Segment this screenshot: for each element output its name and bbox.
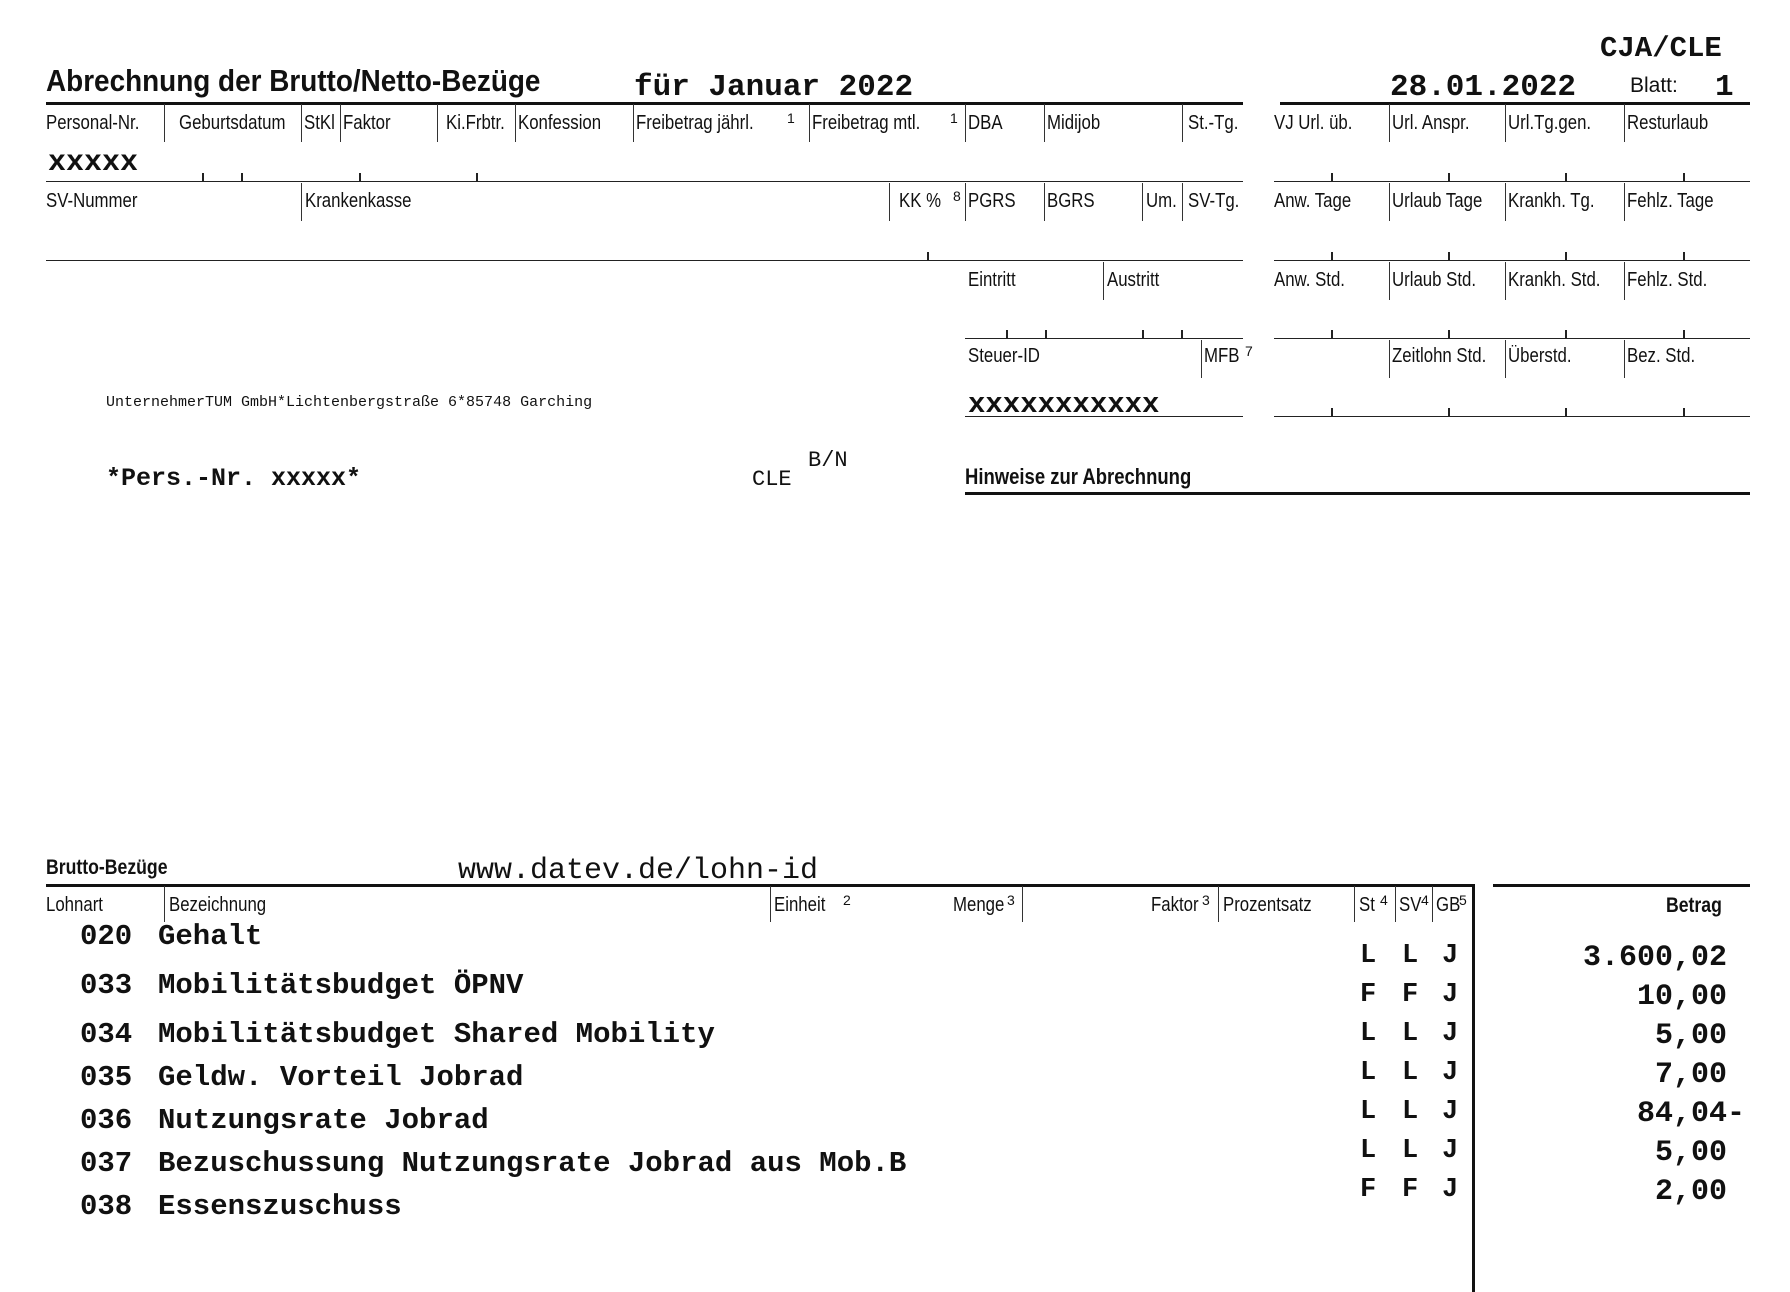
sep <box>965 104 966 142</box>
personal-nr-value: xxxxx <box>48 146 139 180</box>
lohnart-name: Geldw. Vorteil Jobrad <box>158 1061 524 1094</box>
bn-mark: B/N <box>808 448 848 473</box>
lohnart-name: Gehalt <box>158 920 263 953</box>
flag-gb: J <box>1442 980 1459 1010</box>
tick <box>1331 173 1333 181</box>
hinweise-title: Hinweise zur Abrechnung <box>965 464 1192 489</box>
pers-nr-line: *Pers.-Nr. xxxxx* <box>106 464 362 493</box>
tick <box>241 173 243 181</box>
sep <box>1103 262 1104 300</box>
attendance-rule <box>1274 260 1750 261</box>
sheet-number: 1 <box>1715 70 1734 105</box>
sep <box>770 886 771 922</box>
flag-st: F <box>1360 1175 1377 1205</box>
col-faktor: Faktor <box>1151 894 1199 916</box>
col-sv: SV <box>1399 894 1422 916</box>
sep <box>1505 262 1506 300</box>
sep <box>1395 886 1396 922</box>
tick <box>1448 252 1450 260</box>
sep <box>809 104 810 142</box>
lohnart-name: Bezuschussung Nutzungsrate Jobrad aus Mob.B <box>158 1147 907 1180</box>
tick <box>202 173 204 181</box>
betrag-value: 5,00 <box>1654 1136 1727 1170</box>
flag-st: L <box>1360 941 1377 971</box>
sep <box>437 104 438 142</box>
label-freibetrag-mtl: Freibetrag mtl. <box>812 112 921 134</box>
lohnart-code: 037 <box>80 1147 133 1180</box>
sep <box>301 104 302 142</box>
label-mfb: MFB <box>1204 345 1240 367</box>
flag-st: L <box>1360 1136 1377 1166</box>
period: für Januar 2022 <box>634 70 914 105</box>
brutto-rule-right <box>1493 884 1750 887</box>
row2-rule <box>46 260 1243 261</box>
flag-sv: L <box>1402 941 1419 971</box>
lohnart-code: 038 <box>80 1190 133 1223</box>
tick <box>1565 408 1567 416</box>
sep <box>1389 262 1390 300</box>
lohnart-code: 036 <box>80 1104 133 1137</box>
sep <box>1505 340 1506 378</box>
label-freibetrag-jahr: Freibetrag jährl. <box>636 112 754 134</box>
brutto-title: Brutto-Bezüge <box>46 856 168 879</box>
note-faktor: 3 <box>1202 892 1210 908</box>
tick <box>1565 252 1567 260</box>
col-einheit: Einheit <box>774 894 826 916</box>
sep <box>1044 183 1045 221</box>
sep <box>1624 340 1625 378</box>
attendance-label: Fehlz. Tage <box>1627 190 1714 212</box>
attendance-label: Bez. Std. <box>1627 345 1696 367</box>
label-um: Um. <box>1146 190 1177 212</box>
betrag-column-divider <box>1472 884 1475 1292</box>
sep <box>340 104 341 142</box>
tick <box>1683 330 1685 338</box>
sep <box>1142 183 1143 221</box>
attendance-rule <box>1274 338 1750 339</box>
flag-gb: J <box>1442 1058 1459 1088</box>
sep <box>1624 104 1625 142</box>
sep <box>301 183 302 221</box>
sep <box>1389 340 1390 378</box>
betrag-value: 84,04- <box>1636 1097 1745 1131</box>
label-sv-tg: SV-Tg. <box>1188 190 1240 212</box>
row3-rule <box>965 338 1243 339</box>
col-lohnart: Lohnart <box>46 894 103 916</box>
flag-sv: L <box>1402 1097 1419 1127</box>
sep <box>633 104 634 142</box>
label-kifrbtr: Ki.Frbtr. <box>446 112 505 134</box>
row4-rule <box>965 416 1243 417</box>
sep <box>1389 183 1390 221</box>
attendance-label: VJ Url. üb. <box>1274 112 1353 134</box>
sep <box>1182 104 1183 142</box>
betrag-value: 5,00 <box>1654 1019 1727 1053</box>
tick <box>476 173 478 181</box>
label-st-tg: St.-Tg. <box>1188 112 1239 134</box>
col-gb: GB <box>1436 894 1461 916</box>
col-bezeichnung: Bezeichnung <box>169 894 267 916</box>
sheet-label: Blatt: <box>1630 74 1678 97</box>
label-austritt: Austritt <box>1107 269 1160 291</box>
sep <box>1354 886 1355 922</box>
label-dba: DBA <box>968 112 1003 134</box>
note-freibetrag-jahr: 1 <box>787 110 795 126</box>
note-freibetrag-mtl: 1 <box>950 110 958 126</box>
steuer-id-value: xxxxxxxxxxx <box>968 388 1160 421</box>
lohnart-code: 033 <box>80 969 133 1002</box>
lohnart-name: Mobilitätsbudget ÖPNV <box>158 969 524 1002</box>
attendance-label: Fehlz. Std. <box>1627 269 1708 291</box>
attendance-label: Url. Anspr. <box>1392 112 1470 134</box>
flag-gb: J <box>1442 941 1459 971</box>
sep <box>965 183 966 221</box>
note-menge: 3 <box>1007 892 1015 908</box>
label-eintritt: Eintritt <box>968 269 1016 291</box>
note-einheit: 2 <box>843 892 851 908</box>
attendance-rule <box>1274 416 1750 417</box>
attendance-label: Anw. Std. <box>1274 269 1345 291</box>
betrag-value: 3.600,02 <box>1582 941 1727 975</box>
attendance-label: Krankh. Tg. <box>1508 190 1595 212</box>
sep <box>1432 886 1433 922</box>
attendance-label: Urlaub Tage <box>1392 190 1483 212</box>
attendance-label: Anw. Tage <box>1274 190 1352 212</box>
datev-url: www.datev.de/lohn-id <box>458 854 819 888</box>
sep <box>1389 104 1390 142</box>
flag-sv: L <box>1402 1136 1419 1166</box>
cle-mark: CLE <box>752 467 792 492</box>
attendance-label: Url.Tg.gen. <box>1508 112 1592 134</box>
sep <box>164 886 165 922</box>
header-rule-left <box>46 102 1243 105</box>
sender-line: UnternehmerTUM GmbH*Lichtenbergstraße 6*85748 Garching <box>106 394 593 411</box>
tick <box>1683 173 1685 181</box>
sep <box>1624 262 1625 300</box>
sep <box>164 104 165 142</box>
sep <box>1505 183 1506 221</box>
sep <box>1218 886 1219 922</box>
label-midijob: Midijob <box>1047 112 1101 134</box>
lohnart-code: 034 <box>80 1018 133 1051</box>
betrag-value: 10,00 <box>1636 980 1727 1014</box>
col-st: St <box>1359 894 1375 916</box>
label-pgrs: PGRS <box>968 190 1016 212</box>
sep <box>1044 104 1045 142</box>
lohnart-name: Mobilitätsbudget Shared Mobility <box>158 1018 715 1051</box>
label-geburtsdatum: Geburtsdatum <box>179 112 286 134</box>
hinweise-rule <box>965 492 1750 495</box>
statement-date: 28.01.2022 <box>1390 70 1577 105</box>
header-rule-right <box>1280 102 1750 105</box>
note-st: 4 <box>1380 892 1388 908</box>
label-sv-nummer: SV-Nummer <box>46 190 138 212</box>
tick <box>1045 330 1047 338</box>
label-kk-pct: KK % <box>899 190 942 212</box>
tick <box>359 173 361 181</box>
tick <box>1565 173 1567 181</box>
sep <box>1182 183 1183 221</box>
flag-st: L <box>1360 1097 1377 1127</box>
col-menge: Menge <box>953 894 1005 916</box>
flag-gb: J <box>1442 1175 1459 1205</box>
tick <box>1565 330 1567 338</box>
note-sv: 4 <box>1421 892 1429 908</box>
tick <box>1448 330 1450 338</box>
betrag-value: 2,00 <box>1654 1175 1727 1209</box>
betrag-value: 7,00 <box>1654 1058 1727 1092</box>
tick <box>927 252 929 260</box>
sep <box>1022 886 1023 922</box>
col-betrag: Betrag <box>1666 894 1722 917</box>
flag-gb: J <box>1442 1136 1459 1166</box>
attendance-label: Überstd. <box>1508 345 1572 367</box>
attendance-label: Zeitlohn Std. <box>1392 345 1487 367</box>
tick <box>1181 330 1183 338</box>
label-personal-nr: Personal-Nr. <box>46 112 140 134</box>
tick <box>1683 252 1685 260</box>
tick <box>1006 330 1008 338</box>
flag-sv: L <box>1402 1019 1419 1049</box>
row1-rule <box>46 181 1243 182</box>
lohnart-code: 020 <box>80 920 133 953</box>
client-code: CJA/CLE <box>1600 32 1722 65</box>
tick <box>1683 408 1685 416</box>
attendance-rule <box>1274 181 1750 182</box>
flag-st: F <box>1360 980 1377 1010</box>
tick <box>1331 408 1333 416</box>
lohnart-name: Nutzungsrate Jobrad <box>158 1104 489 1137</box>
attendance-label: Urlaub Std. <box>1392 269 1477 291</box>
sep <box>1505 104 1506 142</box>
document-title: Abrechnung der Brutto/Netto-Bezüge <box>46 63 541 98</box>
lohnart-name: Essenszuschuss <box>158 1190 402 1223</box>
attendance-label: Krankh. Std. <box>1508 269 1601 291</box>
tick <box>1448 173 1450 181</box>
attendance-label: Resturlaub <box>1627 112 1709 134</box>
label-steuer-id: Steuer-ID <box>968 345 1040 367</box>
flag-sv: F <box>1402 980 1419 1010</box>
flag-gb: J <box>1442 1019 1459 1049</box>
note-gb: 5 <box>1459 892 1467 908</box>
brutto-rule-left <box>46 884 1474 887</box>
label-krankenkasse: Krankenkasse <box>305 190 412 212</box>
tick <box>1142 330 1144 338</box>
tick <box>1448 408 1450 416</box>
note-mfb: 7 <box>1245 343 1253 359</box>
flag-sv: L <box>1402 1058 1419 1088</box>
tick <box>1331 330 1333 338</box>
flag-gb: J <box>1442 1097 1459 1127</box>
tick <box>1331 252 1333 260</box>
sep <box>1624 183 1625 221</box>
sep <box>1201 340 1202 378</box>
note-kk: 8 <box>953 188 961 204</box>
lohnart-code: 035 <box>80 1061 133 1094</box>
flag-st: L <box>1360 1019 1377 1049</box>
sep <box>889 183 890 221</box>
label-stkl: StKl <box>304 112 335 134</box>
flag-st: L <box>1360 1058 1377 1088</box>
label-konfession: Konfession <box>518 112 602 134</box>
flag-sv: F <box>1402 1175 1419 1205</box>
col-prozentsatz: Prozentsatz <box>1223 894 1312 916</box>
sep <box>515 104 516 142</box>
label-faktor: Faktor <box>343 112 391 134</box>
label-bgrs: BGRS <box>1047 190 1095 212</box>
